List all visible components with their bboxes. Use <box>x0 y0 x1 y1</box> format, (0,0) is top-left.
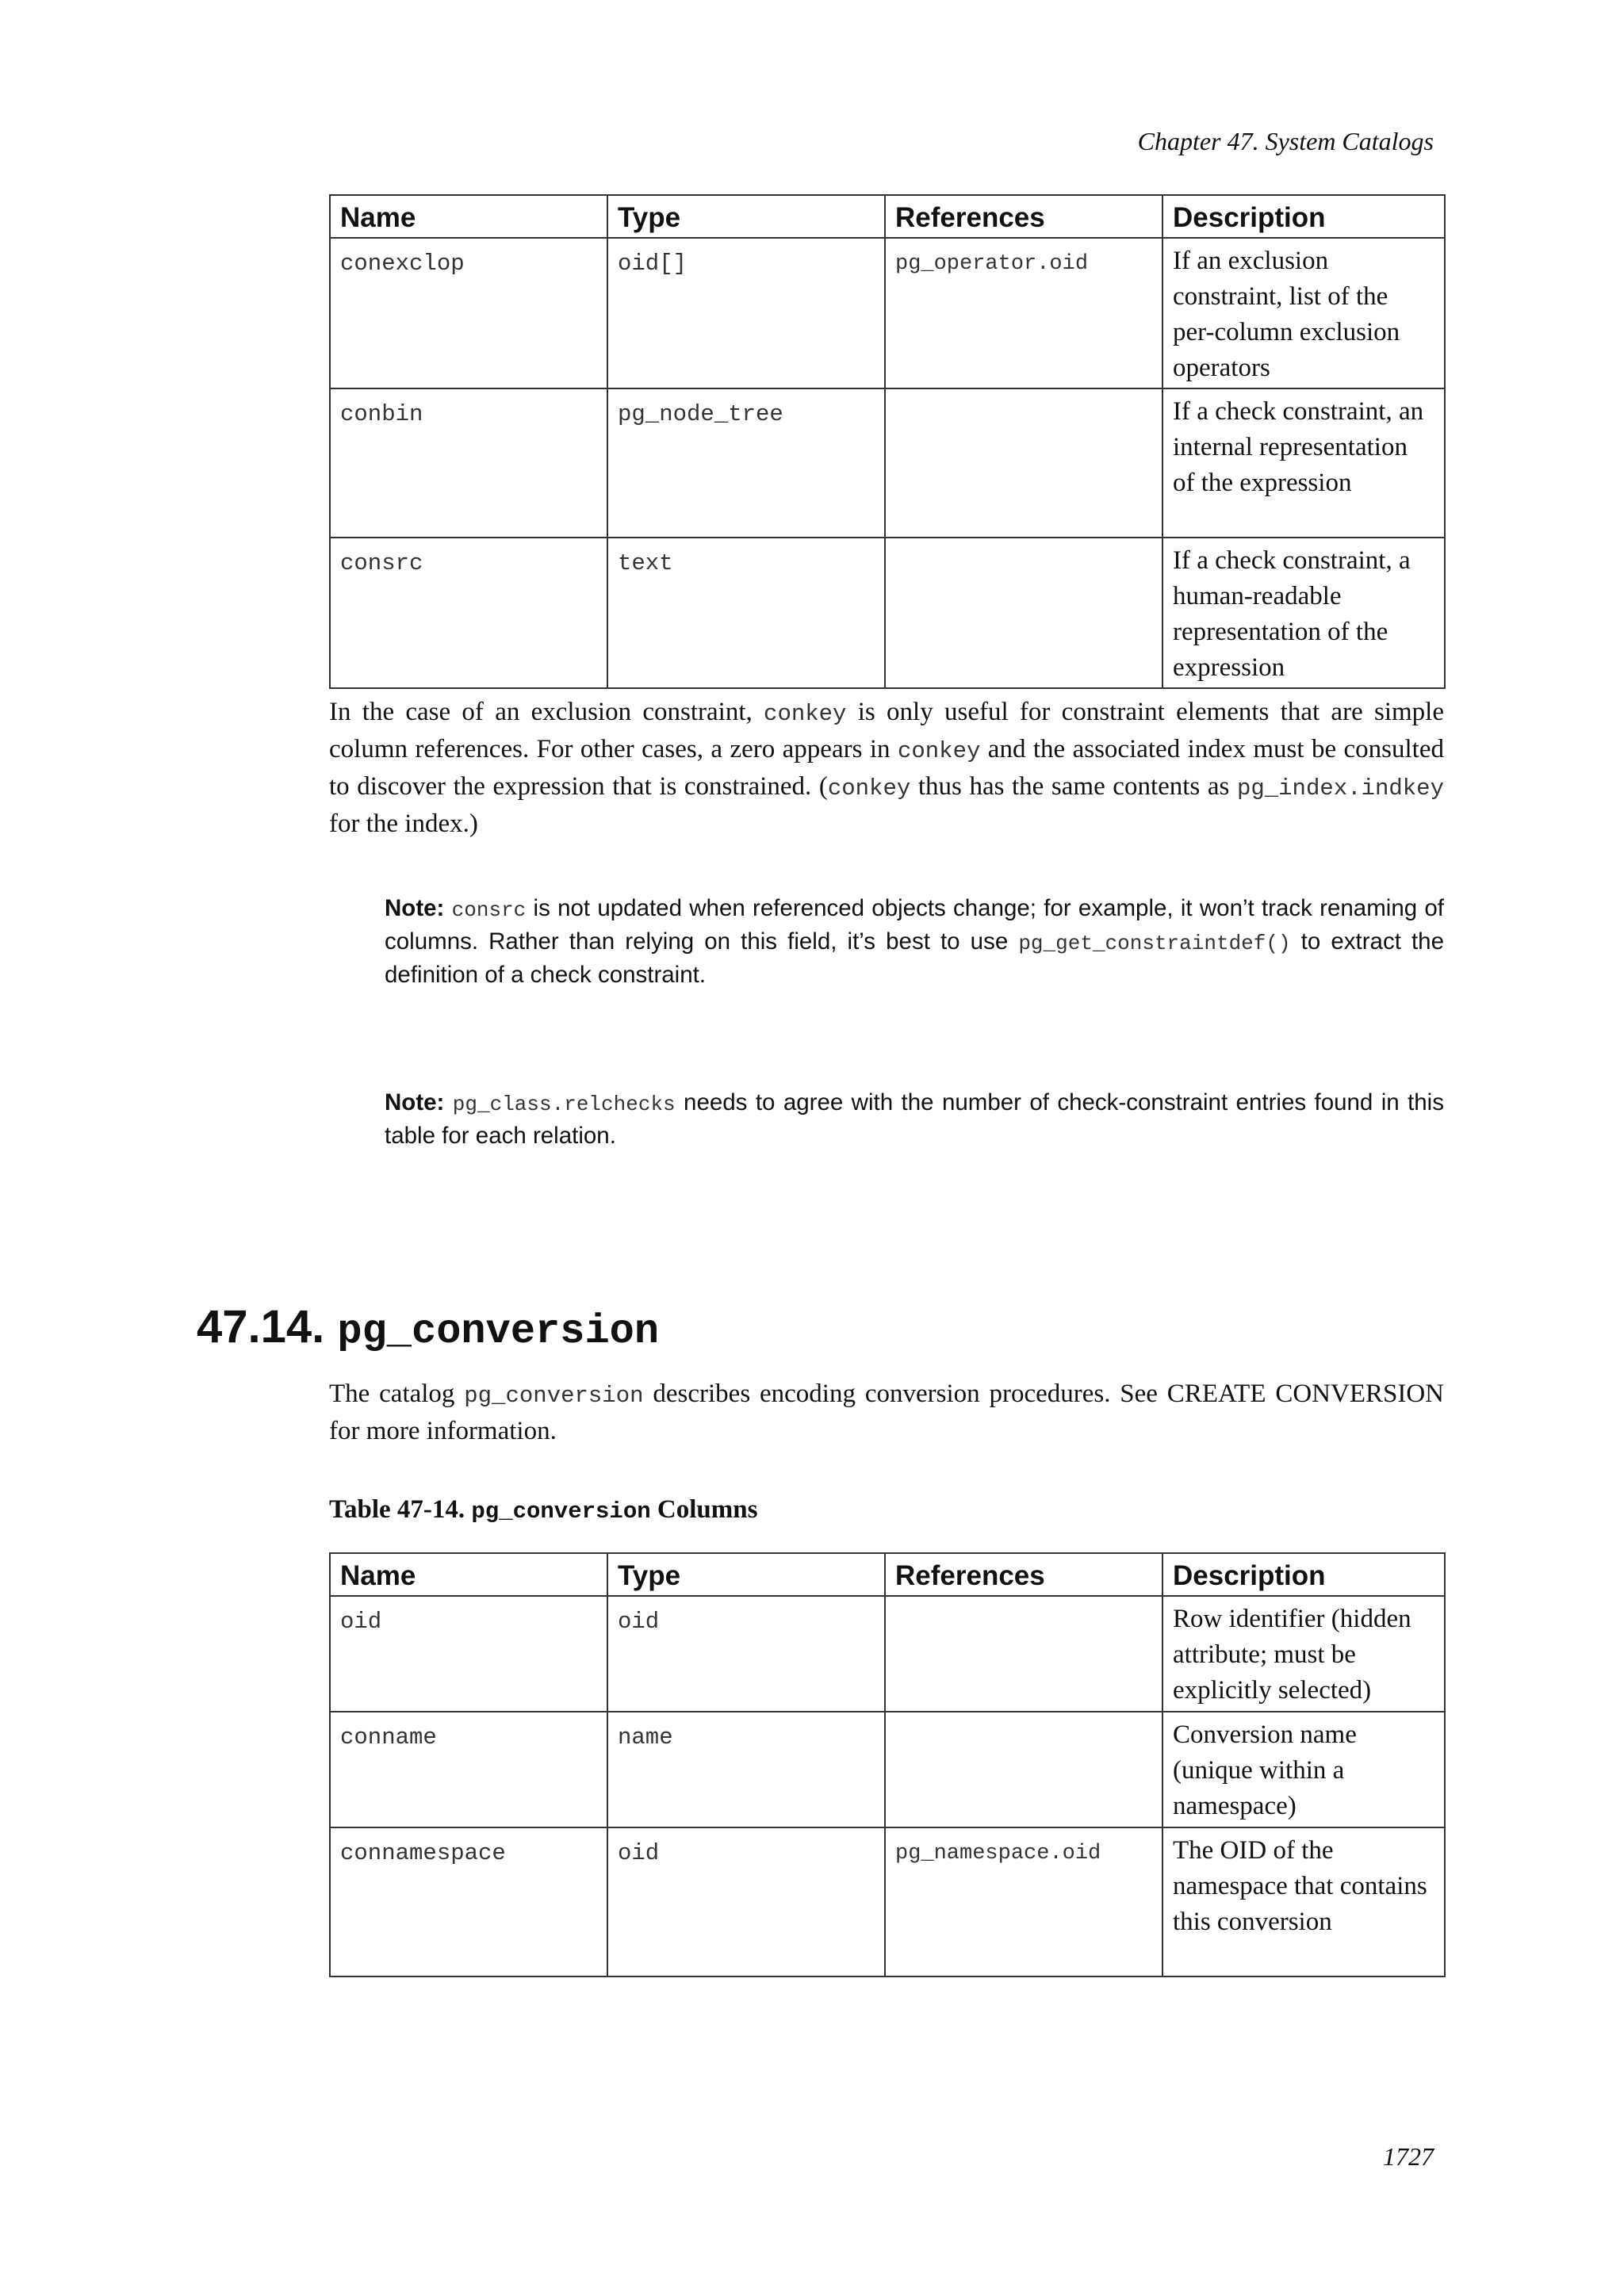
table-row <box>330 1827 1445 1976</box>
column-header-name: Name <box>330 1553 607 1596</box>
cell-type: text <box>607 538 885 688</box>
running-head: Chapter 47. System Catalogs <box>1137 127 1434 155</box>
cell-references: pg_namespace.oid <box>885 1827 1162 1976</box>
code-conkey: conkey <box>897 738 981 764</box>
column-header-references: References <box>885 1553 1162 1596</box>
section-heading <box>197 1300 659 1355</box>
column-header-name: Name <box>330 195 607 238</box>
code-conkey: conkey <box>827 775 911 802</box>
table-row <box>330 388 1445 538</box>
note-consrc: Note: consrc is not updated when referenced objects change; for example, it won’t track renaming of columns. Rather than relying on this field, it’s best to use pg_get_constraintdef() to extract the definition of a check constraint. <box>385 895 1445 988</box>
cell-description: If an exclusion constraint, list of the per-column exclusion operators <box>1162 238 1445 388</box>
cell-references <box>885 1596 1162 1712</box>
cell-name: oid <box>330 1596 607 1712</box>
cell-name: conbin <box>330 388 607 538</box>
column-header-references: References <box>885 195 1162 238</box>
table-header-row <box>330 195 1445 238</box>
cell-type: name <box>607 1712 885 1827</box>
column-header-type: Type <box>607 1553 885 1596</box>
cell-name: conexclop <box>330 238 607 388</box>
cell-description: If a check constraint, an internal representation of the expression <box>1162 388 1445 538</box>
cell-type: oid <box>607 1827 885 1976</box>
cell-type: oid <box>607 1596 885 1712</box>
cell-name: consrc <box>330 538 607 688</box>
page-number: 1727 <box>1383 2142 1434 2171</box>
column-header-description: Description <box>1162 1553 1445 1596</box>
cell-references <box>885 538 1162 688</box>
table-caption: Table 47-14. pg_conversion Columns <box>329 1495 758 1525</box>
table-row <box>330 238 1445 388</box>
code-relchecks: pg_class.relchecks <box>452 1093 676 1116</box>
cell-type: oid[] <box>607 238 885 388</box>
table-row <box>330 538 1445 688</box>
column-header-type: Type <box>607 195 885 238</box>
cell-references: pg_operator.oid <box>885 238 1162 388</box>
section-description: The catalog pg_conversion describes encoding conversion procedures. See CREATE CONVERSION for more information. <box>329 1380 1444 1445</box>
cell-type: pg_node_tree <box>607 388 885 538</box>
cell-description: If a check constraint, a human-readable representation of the expression <box>1162 538 1445 688</box>
conversion-columns-table <box>329 1552 1446 1977</box>
cell-name: connamespace <box>330 1827 607 1976</box>
cell-references <box>885 388 1162 538</box>
code-pg-get-constraintdef: pg_get_constraintdef() <box>1018 932 1291 955</box>
cell-description: Conversion name (unique within a namespace) <box>1162 1712 1445 1827</box>
column-header-description: Description <box>1162 195 1445 238</box>
code-conkey: conkey <box>764 701 847 727</box>
cell-name: conname <box>330 1712 607 1827</box>
note-label: Note: <box>385 1089 445 1115</box>
note-relchecks: Note: pg_class.relchecks needs to agree with the number of check-constraint entries found in this table for each relation. <box>385 1089 1444 1149</box>
constraint-columns-table <box>329 194 1446 689</box>
table-row <box>330 1712 1445 1827</box>
cell-description: The OID of the namespace that contains this conversion <box>1162 1827 1445 1976</box>
exclusion-constraint-paragraph: In the case of an exclusion constraint, conkey is only useful for constraint elements that are simple column references. For other cases, a zero appears in conkey and the associated index must be consulted to discover the expression that is constrained. (conkey thus has the same contents as pg_index.indkey for the index.) <box>329 698 1444 838</box>
note-label: Note: <box>385 895 445 921</box>
section-name: pg_conversion <box>337 1308 660 1355</box>
cell-references <box>885 1712 1162 1827</box>
cell-description: Row identifier (hidden attribute; must be explicitly selected) <box>1162 1596 1445 1712</box>
table-row <box>330 1596 1445 1712</box>
code-pg-conversion: pg_conversion <box>464 1383 644 1409</box>
code-indkey: pg_index.indkey <box>1236 775 1444 802</box>
table-header-row <box>330 1553 1445 1596</box>
code-consrc: consrc <box>451 898 527 922</box>
section-number: 47.14. <box>197 1301 325 1353</box>
